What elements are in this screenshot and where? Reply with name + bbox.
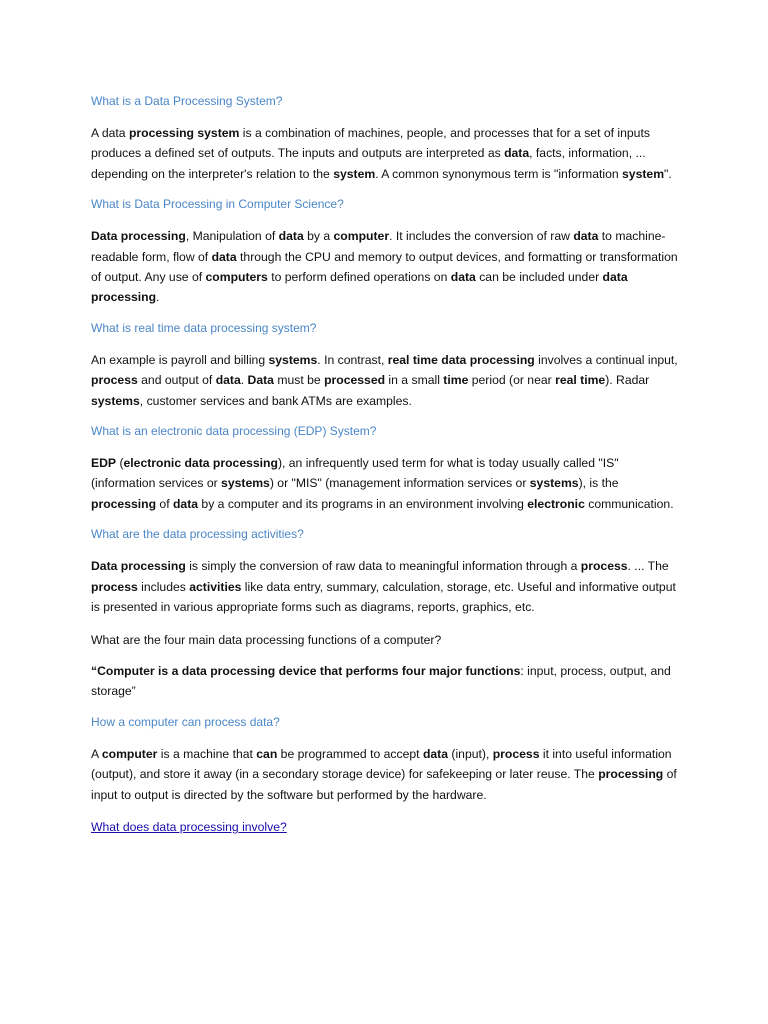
bold-term: computer bbox=[333, 229, 390, 244]
text-run: communication. bbox=[584, 496, 674, 511]
section-answer bbox=[91, 350, 681, 411]
bold-term: data bbox=[573, 229, 599, 244]
text-run: is simply the conversion of raw data to meaningful information through a bbox=[185, 559, 581, 574]
bold-term: can bbox=[256, 746, 278, 761]
text-run: involves a continual input, bbox=[534, 352, 678, 367]
text-run: through the CPU and memory to output devices, and formatting or transformation of output. Any use of bbox=[91, 249, 678, 285]
text-run: by a computer and its programs in an environment involving bbox=[198, 496, 528, 511]
bold-term: process bbox=[580, 559, 628, 574]
text-run: of input to output is directed by the software but performed by the hardware. bbox=[91, 767, 677, 802]
text-run: , customer services and bank ATMs are examples. bbox=[139, 393, 412, 408]
text-run: ) or "MIS" (management information services or bbox=[269, 476, 530, 491]
bold-term: data bbox=[211, 249, 237, 264]
bold-term: activities bbox=[189, 579, 242, 594]
text-run: in a small bbox=[385, 373, 444, 388]
text-run: period (or near bbox=[468, 373, 556, 388]
section-heading: What is Data Processing in Computer Science? bbox=[91, 197, 344, 212]
text-run: A bbox=[91, 746, 102, 761]
footer-link-paragraph bbox=[91, 817, 681, 837]
bold-term: data bbox=[215, 373, 241, 388]
text-run: includes bbox=[137, 579, 190, 594]
text-run: , facts, information, ... depending on the interpreter's relation to the bbox=[91, 146, 646, 181]
text-run: be programmed to accept bbox=[277, 746, 423, 761]
section-answer bbox=[91, 453, 681, 514]
text-run: . It includes the conversion of raw bbox=[389, 229, 574, 244]
text-run: ). Radar bbox=[605, 373, 650, 388]
section-heading: What is a Data Processing System? bbox=[91, 94, 283, 108]
text-run: ". bbox=[664, 166, 672, 181]
bold-term: electronic data processing bbox=[123, 456, 278, 471]
bold-term: processing bbox=[91, 496, 157, 511]
bold-term: process bbox=[91, 373, 138, 388]
text-run: , Manipulation of bbox=[185, 229, 279, 244]
bold-term: process bbox=[91, 579, 138, 594]
bold-term: EDP bbox=[91, 456, 117, 471]
footer-link[interactable]: What does data processing involve? bbox=[91, 819, 287, 834]
text-run: by a bbox=[303, 229, 334, 244]
text-run: can be included under bbox=[475, 270, 603, 285]
bold-term: systems bbox=[268, 352, 318, 367]
text-run: . bbox=[240, 373, 248, 388]
text-run: . A common synonymous term is "information bbox=[375, 166, 623, 181]
section-answer bbox=[91, 226, 681, 308]
bold-term: Data processing bbox=[91, 559, 186, 574]
section-answer bbox=[91, 661, 681, 702]
text-run: it into useful information (output), and store it away (in a secondary storage device) for safekeeping or later reuse. The bbox=[91, 746, 672, 782]
section-answer bbox=[91, 556, 681, 617]
bold-term: data bbox=[450, 270, 476, 285]
text-run: . In contrast, bbox=[317, 352, 388, 367]
text-run: to machine-readable form, flow of bbox=[91, 229, 666, 264]
text-run: ), is the bbox=[578, 476, 619, 491]
bold-term: system bbox=[333, 166, 376, 181]
text-run: . bbox=[156, 290, 160, 305]
bold-term: systems bbox=[91, 393, 140, 408]
bold-term: Data bbox=[247, 373, 274, 388]
text-run: and output of bbox=[137, 373, 216, 388]
bold-term: processing bbox=[598, 767, 664, 782]
section-heading: What is real time data processing system? bbox=[91, 320, 317, 335]
text-run: . ... The bbox=[627, 559, 669, 574]
text-run: to perform defined operations on bbox=[267, 270, 451, 285]
text-run: (input), bbox=[448, 746, 493, 761]
section-heading: What are the data processing activities? bbox=[91, 527, 304, 542]
bold-term: Data processing bbox=[91, 229, 186, 244]
text-run: ), an infrequently used term for what is today usually called "IS" (information services or bbox=[91, 456, 619, 491]
bold-term: processing system bbox=[128, 126, 240, 140]
bold-term: systems bbox=[529, 476, 579, 491]
bold-term: real time bbox=[555, 373, 606, 388]
bold-term: data bbox=[278, 229, 304, 244]
text-run: : input, process, output, and storage” bbox=[91, 663, 671, 699]
text-run: A data bbox=[91, 126, 129, 140]
bold-term: processed bbox=[324, 373, 386, 388]
bold-term: process bbox=[492, 746, 540, 761]
section-heading: How a computer can process data? bbox=[91, 714, 280, 729]
text-run: ( bbox=[116, 456, 124, 471]
bold-term: systems bbox=[221, 476, 270, 491]
bold-term: system bbox=[622, 166, 665, 181]
text-run: of bbox=[156, 496, 173, 511]
text-run: An example is payroll and billing bbox=[91, 352, 269, 367]
bold-term: four major functions bbox=[401, 663, 521, 678]
section-heading: What is an electronic data processing (EDP) System? bbox=[91, 424, 377, 439]
bold-term: real time data processing bbox=[387, 352, 535, 367]
bold-term: computer bbox=[101, 746, 158, 761]
bold-term: data bbox=[172, 496, 199, 511]
section-answer bbox=[91, 123, 681, 184]
plain-question: What are the four main data processing functions of a computer? bbox=[91, 632, 442, 647]
bold-term: data bbox=[504, 146, 530, 161]
bold-term: data processing bbox=[91, 270, 628, 305]
text-run: is a combination of machines, people, and processes that for a set of inputs produces a defined set of outputs. The inputs and outputs are interpreted as bbox=[91, 126, 650, 161]
bold-term: data bbox=[422, 746, 449, 761]
document-content bbox=[91, 93, 681, 849]
bold-term: electronic bbox=[527, 496, 585, 511]
text-run: is a machine that bbox=[157, 746, 257, 761]
bold-term: “Computer is a data processing device that performs bbox=[91, 663, 402, 678]
section-answer bbox=[91, 744, 681, 805]
bold-term: computers bbox=[205, 270, 268, 285]
bold-term: time bbox=[443, 373, 469, 388]
text-run: like data entry, summary, calculation, storage, etc. Useful and informative output is presented in various appropriate forms such as diagrams, reports, graphics, etc. bbox=[91, 579, 676, 615]
text-run: must be bbox=[273, 373, 325, 388]
